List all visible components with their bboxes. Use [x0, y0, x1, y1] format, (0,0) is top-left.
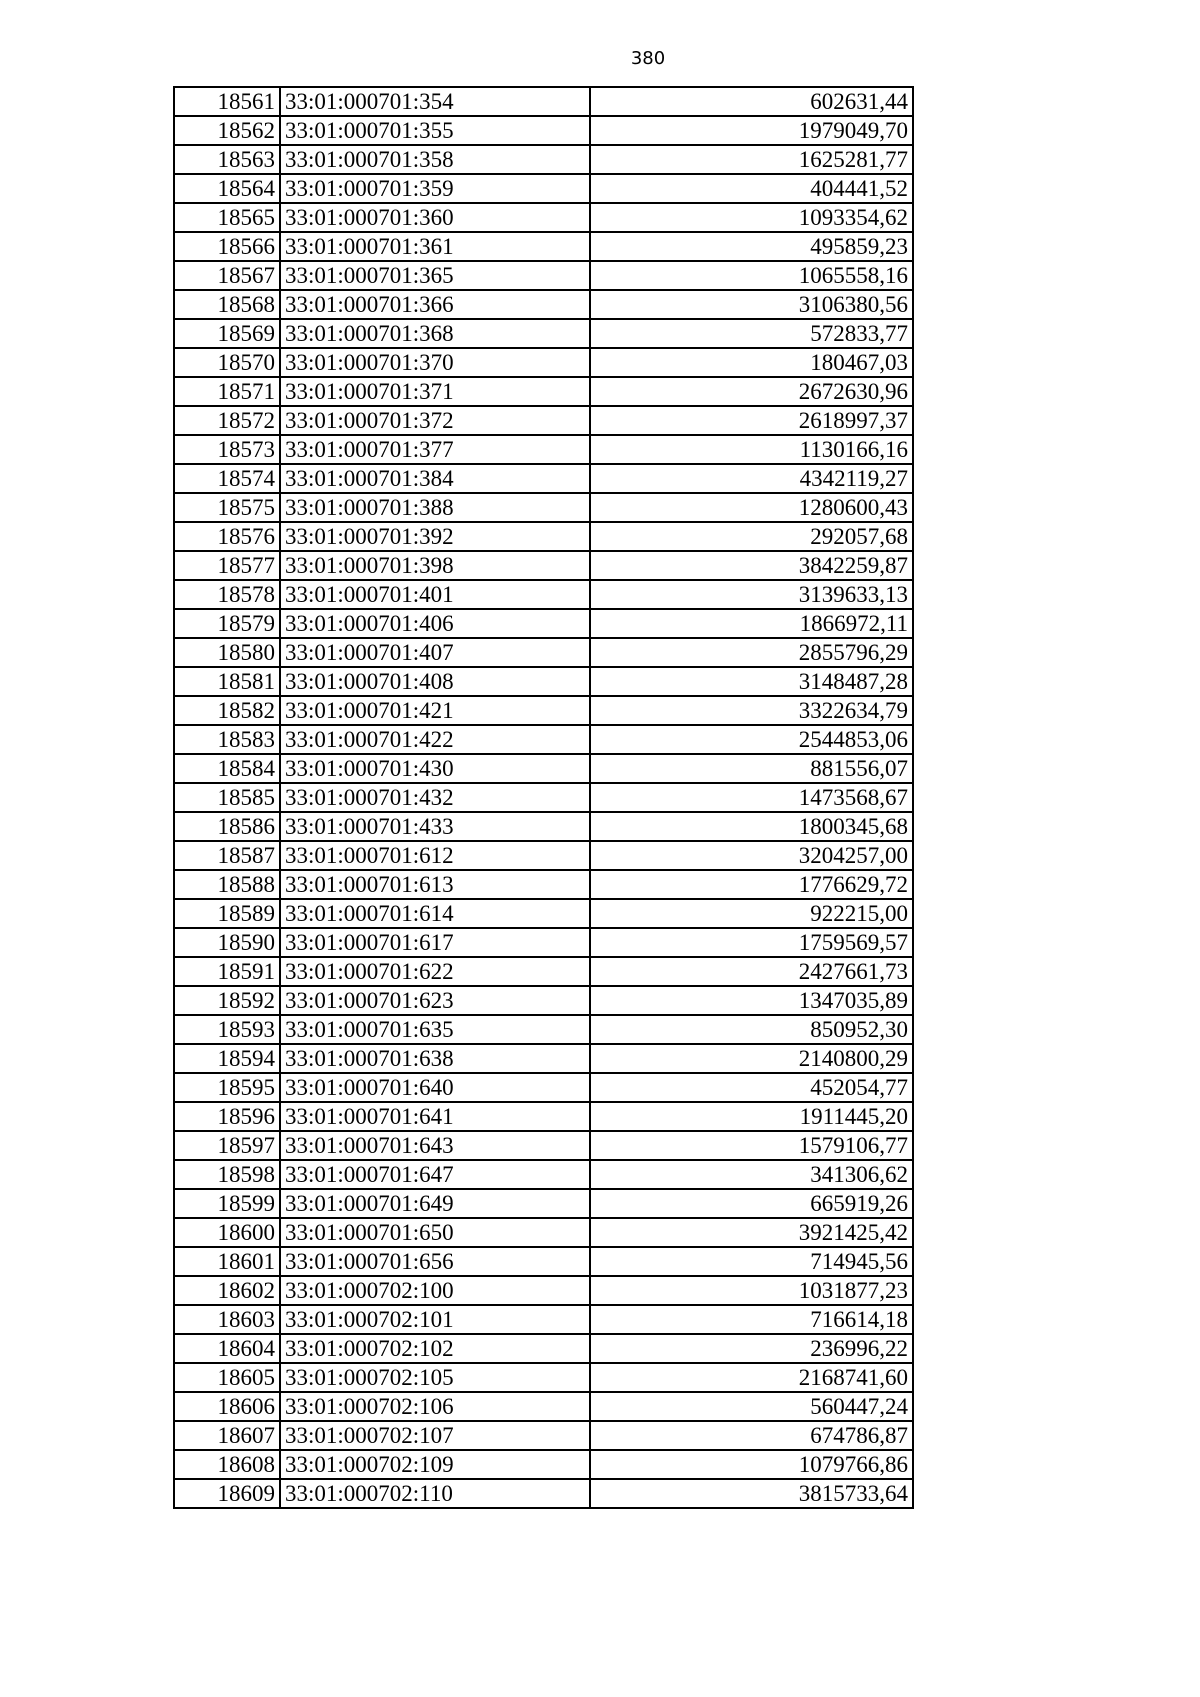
cadastral-number-cell: 33:01:000702:101	[280, 1305, 590, 1334]
cadastral-value-cell: 452054,77	[590, 1073, 913, 1102]
row-number-cell: 18605	[174, 1363, 280, 1392]
row-number-cell: 18576	[174, 522, 280, 551]
row-number-cell: 18573	[174, 435, 280, 464]
cadastral-number-cell: 33:01:000701:612	[280, 841, 590, 870]
row-number-cell: 18584	[174, 754, 280, 783]
table-row	[174, 1334, 913, 1363]
row-number-cell: 18582	[174, 696, 280, 725]
cadastral-number-cell: 33:01:000701:398	[280, 551, 590, 580]
table-body	[174, 87, 913, 1508]
table-row	[174, 203, 913, 232]
cadastral-value-cell: 674786,87	[590, 1421, 913, 1450]
cadastral-value-cell: 3815733,64	[590, 1479, 913, 1508]
cadastral-value-cell: 881556,07	[590, 754, 913, 783]
table-row	[174, 1044, 913, 1073]
cadastral-value-cell: 3842259,87	[590, 551, 913, 580]
table-row	[174, 290, 913, 319]
page-number: 380	[630, 48, 666, 69]
cadastral-number-cell: 33:01:000701:354	[280, 87, 590, 116]
cadastral-number-cell: 33:01:000701:422	[280, 725, 590, 754]
cadastral-value-cell: 714945,56	[590, 1247, 913, 1276]
cadastral-value-cell: 572833,77	[590, 319, 913, 348]
table-row	[174, 783, 913, 812]
row-number-cell: 18601	[174, 1247, 280, 1276]
cadastral-number-cell: 33:01:000702:107	[280, 1421, 590, 1450]
cadastral-value-cell: 3148487,28	[590, 667, 913, 696]
table-row	[174, 1450, 913, 1479]
table-row	[174, 435, 913, 464]
cadastral-number-cell: 33:01:000701:613	[280, 870, 590, 899]
row-number-cell: 18594	[174, 1044, 280, 1073]
cadastral-value-cell: 1031877,23	[590, 1276, 913, 1305]
cadastral-number-cell: 33:01:000701:638	[280, 1044, 590, 1073]
table-row	[174, 1276, 913, 1305]
cadastral-value-cell: 1800345,68	[590, 812, 913, 841]
row-number-cell: 18570	[174, 348, 280, 377]
row-number-cell: 18598	[174, 1160, 280, 1189]
cadastral-value-cell: 1130166,16	[590, 435, 913, 464]
table-row	[174, 841, 913, 870]
row-number-cell: 18568	[174, 290, 280, 319]
cadastral-value-cell: 1911445,20	[590, 1102, 913, 1131]
cadastral-value-cell: 3921425,42	[590, 1218, 913, 1247]
row-number-cell: 18592	[174, 986, 280, 1015]
cadastral-number-cell: 33:01:000701:408	[280, 667, 590, 696]
cadastral-number-cell: 33:01:000701:650	[280, 1218, 590, 1247]
row-number-cell: 18591	[174, 957, 280, 986]
cadastral-value-cell: 4342119,27	[590, 464, 913, 493]
row-number-cell: 18593	[174, 1015, 280, 1044]
cadastral-number-cell: 33:01:000701:430	[280, 754, 590, 783]
cadastral-number-cell: 33:01:000701:401	[280, 580, 590, 609]
table-row	[174, 116, 913, 145]
row-number-cell: 18575	[174, 493, 280, 522]
row-number-cell: 18561	[174, 87, 280, 116]
cadastral-value-cell: 2544853,06	[590, 725, 913, 754]
cadastral-number-cell: 33:01:000701:649	[280, 1189, 590, 1218]
cadastral-value-cell: 2427661,73	[590, 957, 913, 986]
cadastral-value-cell: 3204257,00	[590, 841, 913, 870]
cadastral-value-cell: 3322634,79	[590, 696, 913, 725]
table-row	[174, 493, 913, 522]
table-row	[174, 1305, 913, 1334]
cadastral-value-cell: 1759569,57	[590, 928, 913, 957]
cadastral-number-cell: 33:01:000701:635	[280, 1015, 590, 1044]
cadastral-number-cell: 33:01:000701:359	[280, 174, 590, 203]
row-number-cell: 18565	[174, 203, 280, 232]
cadastral-value-cell: 2855796,29	[590, 638, 913, 667]
row-number-cell: 18590	[174, 928, 280, 957]
cadastral-number-cell: 33:01:000701:355	[280, 116, 590, 145]
table-row	[174, 1392, 913, 1421]
table-row	[174, 667, 913, 696]
cadastral-value-cell: 1625281,77	[590, 145, 913, 174]
table-row	[174, 319, 913, 348]
cadastral-number-cell: 33:01:000701:614	[280, 899, 590, 928]
row-number-cell: 18604	[174, 1334, 280, 1363]
cadastral-value-cell: 1866972,11	[590, 609, 913, 638]
table-row	[174, 551, 913, 580]
cadastral-number-cell: 33:01:000701:623	[280, 986, 590, 1015]
cadastral-value-cell: 922215,00	[590, 899, 913, 928]
cadastral-value-cell: 341306,62	[590, 1160, 913, 1189]
cadastral-number-cell: 33:01:000701:377	[280, 435, 590, 464]
table-row	[174, 899, 913, 928]
cadastral-number-cell: 33:01:000702:106	[280, 1392, 590, 1421]
cadastral-number-cell: 33:01:000701:656	[280, 1247, 590, 1276]
table-row	[174, 725, 913, 754]
table-row	[174, 754, 913, 783]
row-number-cell: 18574	[174, 464, 280, 493]
cadastral-number-cell: 33:01:000701:647	[280, 1160, 590, 1189]
cadastral-value-cell: 1473568,67	[590, 783, 913, 812]
cadastral-number-cell: 33:01:000701:368	[280, 319, 590, 348]
table-row	[174, 609, 913, 638]
row-number-cell: 18602	[174, 1276, 280, 1305]
cadastral-value-cell: 1579106,77	[590, 1131, 913, 1160]
table-row	[174, 870, 913, 899]
table-row	[174, 957, 913, 986]
cadastral-number-cell: 33:01:000701:640	[280, 1073, 590, 1102]
table-row	[174, 232, 913, 261]
row-number-cell: 18597	[174, 1131, 280, 1160]
table-row	[174, 174, 913, 203]
cadastral-value-cell: 495859,23	[590, 232, 913, 261]
row-number-cell: 18585	[174, 783, 280, 812]
cadastral-value-cell: 2168741,60	[590, 1363, 913, 1392]
cadastral-value-cell: 2140800,29	[590, 1044, 913, 1073]
cadastral-value-cell: 1979049,70	[590, 116, 913, 145]
cadastral-number-cell: 33:01:000701:641	[280, 1102, 590, 1131]
cadastral-value-cell: 180467,03	[590, 348, 913, 377]
table-row	[174, 1073, 913, 1102]
table-row	[174, 580, 913, 609]
cadastral-number-cell: 33:01:000701:432	[280, 783, 590, 812]
cadastral-value-cell: 2672630,96	[590, 377, 913, 406]
cadastral-number-cell: 33:01:000701:361	[280, 232, 590, 261]
cadastral-number-cell: 33:01:000701:421	[280, 696, 590, 725]
row-number-cell: 18586	[174, 812, 280, 841]
cadastral-value-cell: 236996,22	[590, 1334, 913, 1363]
row-number-cell: 18608	[174, 1450, 280, 1479]
cadastral-value-cell: 404441,52	[590, 174, 913, 203]
table-row	[174, 261, 913, 290]
table-row	[174, 1247, 913, 1276]
row-number-cell: 18587	[174, 841, 280, 870]
cadastral-value-cell: 850952,30	[590, 1015, 913, 1044]
cadastral-number-cell: 33:01:000701:407	[280, 638, 590, 667]
cadastral-number-cell: 33:01:000701:371	[280, 377, 590, 406]
cadastral-value-cell: 1347035,89	[590, 986, 913, 1015]
row-number-cell: 18569	[174, 319, 280, 348]
cadastral-number-cell: 33:01:000702:100	[280, 1276, 590, 1305]
table-row	[174, 812, 913, 841]
row-number-cell: 18603	[174, 1305, 280, 1334]
cadastral-number-cell: 33:01:000702:105	[280, 1363, 590, 1392]
row-number-cell: 18589	[174, 899, 280, 928]
table-row	[174, 928, 913, 957]
table-row	[174, 464, 913, 493]
cadastral-number-cell: 33:01:000701:406	[280, 609, 590, 638]
row-number-cell: 18607	[174, 1421, 280, 1450]
table-row	[174, 1131, 913, 1160]
row-number-cell: 18599	[174, 1189, 280, 1218]
cadastral-number-cell: 33:01:000701:617	[280, 928, 590, 957]
row-number-cell: 18577	[174, 551, 280, 580]
row-number-cell: 18564	[174, 174, 280, 203]
cadastral-value-cell: 1280600,43	[590, 493, 913, 522]
cadastral-value-cell: 665919,26	[590, 1189, 913, 1218]
table-row	[174, 1015, 913, 1044]
table-row	[174, 1479, 913, 1508]
cadastral-value-cell: 716614,18	[590, 1305, 913, 1334]
row-number-cell: 18596	[174, 1102, 280, 1131]
cadastral-number-cell: 33:01:000701:358	[280, 145, 590, 174]
cadastral-value-cell: 2618997,37	[590, 406, 913, 435]
table-row	[174, 1363, 913, 1392]
cadastral-number-cell: 33:01:000701:365	[280, 261, 590, 290]
table-row	[174, 638, 913, 667]
row-number-cell: 18579	[174, 609, 280, 638]
cadastral-value-cell: 1065558,16	[590, 261, 913, 290]
row-number-cell: 18583	[174, 725, 280, 754]
cadastral-number-cell: 33:01:000701:366	[280, 290, 590, 319]
cadastral-value-cell: 3139633,13	[590, 580, 913, 609]
cadastral-number-cell: 33:01:000701:360	[280, 203, 590, 232]
row-number-cell: 18581	[174, 667, 280, 696]
table-row	[174, 406, 913, 435]
cadastral-value-cell: 560447,24	[590, 1392, 913, 1421]
cadastral-value-cell: 1776629,72	[590, 870, 913, 899]
cadastral-value-cell: 1079766,86	[590, 1450, 913, 1479]
row-number-cell: 18578	[174, 580, 280, 609]
cadastral-value-cell: 292057,68	[590, 522, 913, 551]
table-row	[174, 986, 913, 1015]
cadastral-value-cell: 602631,44	[590, 87, 913, 116]
row-number-cell: 18600	[174, 1218, 280, 1247]
cadastral-number-cell: 33:01:000701:384	[280, 464, 590, 493]
cadastral-number-cell: 33:01:000701:388	[280, 493, 590, 522]
table-row	[174, 145, 913, 174]
table-row	[174, 1189, 913, 1218]
cadastral-number-cell: 33:01:000701:643	[280, 1131, 590, 1160]
row-number-cell: 18563	[174, 145, 280, 174]
row-number-cell: 18588	[174, 870, 280, 899]
table-row	[174, 1421, 913, 1450]
cadastral-number-cell: 33:01:000701:622	[280, 957, 590, 986]
cadastral-value-cell: 3106380,56	[590, 290, 913, 319]
row-number-cell: 18609	[174, 1479, 280, 1508]
cadastral-value-cell: 1093354,62	[590, 203, 913, 232]
cadastral-number-cell: 33:01:000701:433	[280, 812, 590, 841]
row-number-cell: 18566	[174, 232, 280, 261]
row-number-cell: 18562	[174, 116, 280, 145]
cadastral-number-cell: 33:01:000701:372	[280, 406, 590, 435]
table-row	[174, 87, 913, 116]
row-number-cell: 18595	[174, 1073, 280, 1102]
row-number-cell: 18580	[174, 638, 280, 667]
table-row	[174, 377, 913, 406]
cadastral-value-table	[173, 86, 914, 1509]
row-number-cell: 18571	[174, 377, 280, 406]
cadastral-number-cell: 33:01:000702:102	[280, 1334, 590, 1363]
table-row	[174, 1102, 913, 1131]
cadastral-number-cell: 33:01:000701:392	[280, 522, 590, 551]
table-row	[174, 1160, 913, 1189]
cadastral-number-cell: 33:01:000701:370	[280, 348, 590, 377]
cadastral-number-cell: 33:01:000702:109	[280, 1450, 590, 1479]
cadastral-number-cell: 33:01:000702:110	[280, 1479, 590, 1508]
row-number-cell: 18567	[174, 261, 280, 290]
table-row	[174, 348, 913, 377]
table-row	[174, 522, 913, 551]
table-row	[174, 1218, 913, 1247]
row-number-cell: 18606	[174, 1392, 280, 1421]
row-number-cell: 18572	[174, 406, 280, 435]
table-row	[174, 696, 913, 725]
